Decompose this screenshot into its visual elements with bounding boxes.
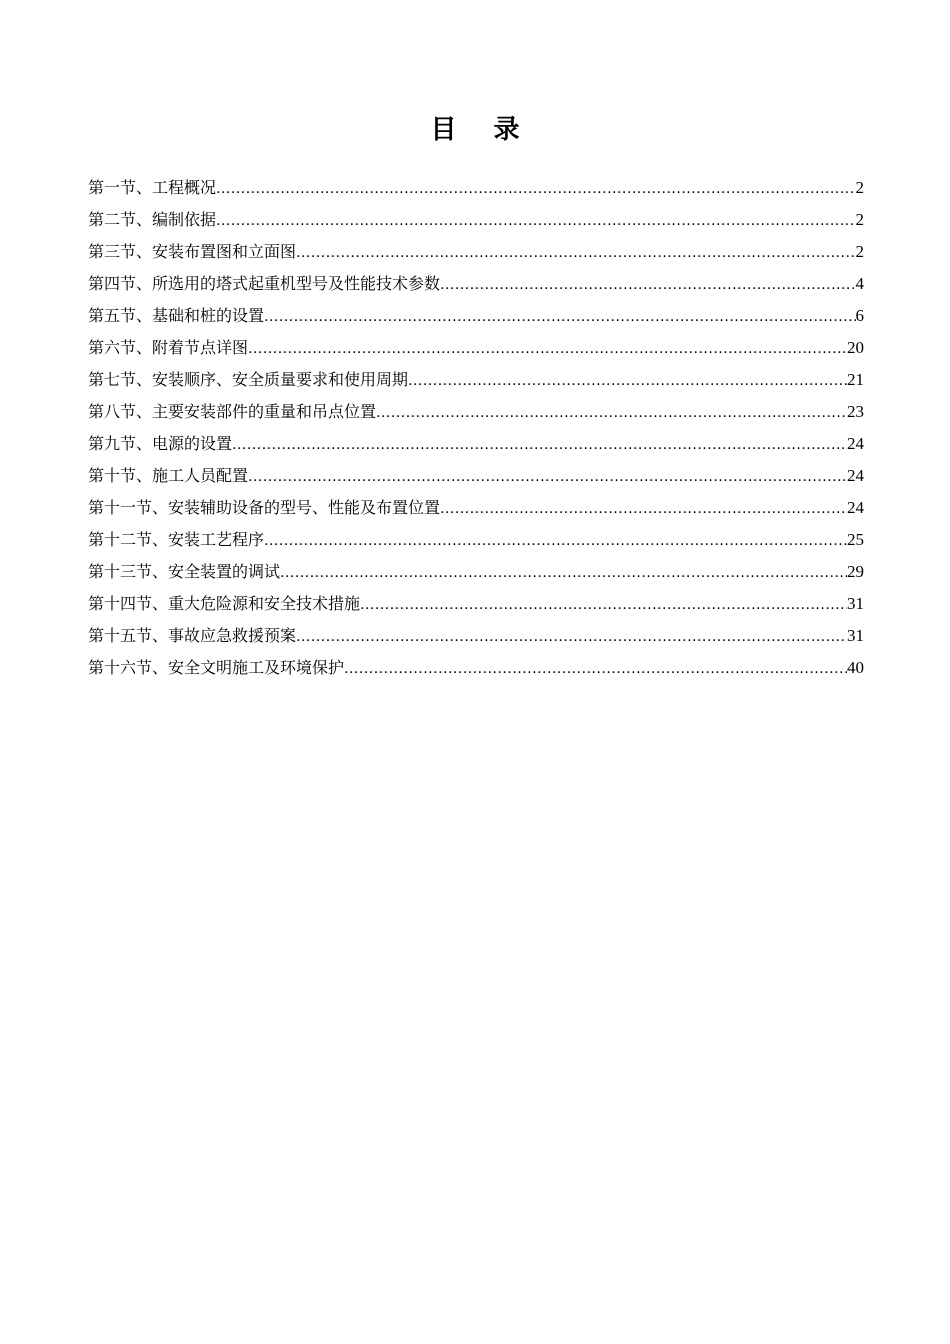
toc-dot-leader [216, 207, 855, 235]
toc-entry-page: 24 [847, 498, 864, 517]
toc-dot-leader [344, 655, 847, 683]
toc-entry-label: 第六节、附着节点详图 [88, 338, 249, 357]
toc-entry-label: 第十三节、安全装置的调试 [88, 562, 281, 581]
toc-entry-page: 31 [847, 594, 864, 613]
toc-dot-leader [248, 463, 847, 491]
toc-dot-leader [264, 527, 847, 555]
toc-entry[interactable] [88, 590, 864, 622]
toc-entry-page: 24 [847, 434, 864, 453]
toc-entry[interactable] [88, 238, 864, 270]
toc-entry-label: 第十四节、重大危险源和安全技术措施 [88, 594, 361, 613]
toc-entry[interactable] [88, 494, 864, 526]
toc-entry-page: 24 [847, 466, 864, 485]
toc-entry[interactable] [88, 654, 864, 686]
toc-dot-leader [296, 239, 855, 267]
toc-list [88, 174, 864, 686]
toc-entry-label: 第九节、电源的设置 [88, 434, 233, 453]
toc-entry[interactable] [88, 622, 864, 654]
toc-dot-leader [440, 495, 847, 523]
toc-entry-page: 2 [855, 178, 864, 197]
toc-dot-leader [440, 271, 855, 299]
toc-entry[interactable] [88, 302, 864, 334]
toc-entry[interactable] [88, 206, 864, 238]
toc-entry-page: 29 [847, 562, 864, 581]
toc-dot-leader [248, 335, 847, 363]
toc-entry[interactable] [88, 366, 864, 398]
toc-title: 目 录 [430, 115, 534, 145]
toc-entry[interactable] [88, 270, 864, 302]
toc-entry-page: 4 [855, 274, 864, 293]
toc-entry-label: 第十一节、安装辅助设备的型号、性能及布置位置 [88, 498, 441, 517]
toc-dot-leader [360, 591, 847, 619]
toc-entry-label: 第十六节、安全文明施工及环境保护 [88, 658, 345, 677]
toc-dot-leader [408, 367, 847, 395]
toc-entry-label: 第三节、安装布置图和立面图 [88, 242, 297, 261]
toc-entry-label: 第十二节、安装工艺程序 [88, 530, 265, 549]
toc-entry[interactable] [88, 558, 864, 590]
toc-entry-page: 2 [855, 242, 864, 261]
toc-entry-page: 21 [847, 370, 864, 389]
toc-entry-page: 2 [855, 210, 864, 229]
toc-entry[interactable] [88, 334, 864, 366]
toc-entry-page: 20 [847, 338, 864, 357]
toc-entry[interactable] [88, 430, 864, 462]
toc-entry-label: 第一节、工程概况 [88, 178, 217, 197]
toc-entry[interactable] [88, 174, 864, 206]
toc-entry-label: 第二节、编制依据 [88, 210, 217, 229]
toc-entry-label: 第五节、基础和桩的设置 [88, 306, 265, 325]
toc-entry-page: 25 [847, 530, 864, 549]
toc-dot-leader [376, 399, 847, 427]
toc-entry-label: 第四节、所选用的塔式起重机型号及性能技术参数 [88, 274, 441, 293]
toc-entry[interactable] [88, 462, 864, 494]
toc-entry-page: 31 [847, 626, 864, 645]
toc-entry-label: 第十五节、事故应急救援预案 [88, 626, 297, 645]
toc-entry-label: 第十节、施工人员配置 [88, 466, 249, 485]
toc-entry-page: 6 [855, 306, 864, 325]
toc-entry-label: 第七节、安装顺序、安全质量要求和使用周期 [88, 370, 409, 389]
toc-dot-leader [232, 431, 847, 459]
toc-dot-leader [216, 175, 855, 203]
toc-dot-leader [296, 623, 847, 651]
toc-dot-leader [280, 559, 847, 587]
toc-entry-page: 40 [847, 658, 864, 677]
toc-entry[interactable] [88, 526, 864, 558]
toc-entry[interactable] [88, 398, 864, 430]
toc-entry-page: 23 [847, 402, 864, 421]
toc-entry-label: 第八节、主要安装部件的重量和吊点位置 [88, 402, 377, 421]
toc-dot-leader [264, 303, 855, 331]
